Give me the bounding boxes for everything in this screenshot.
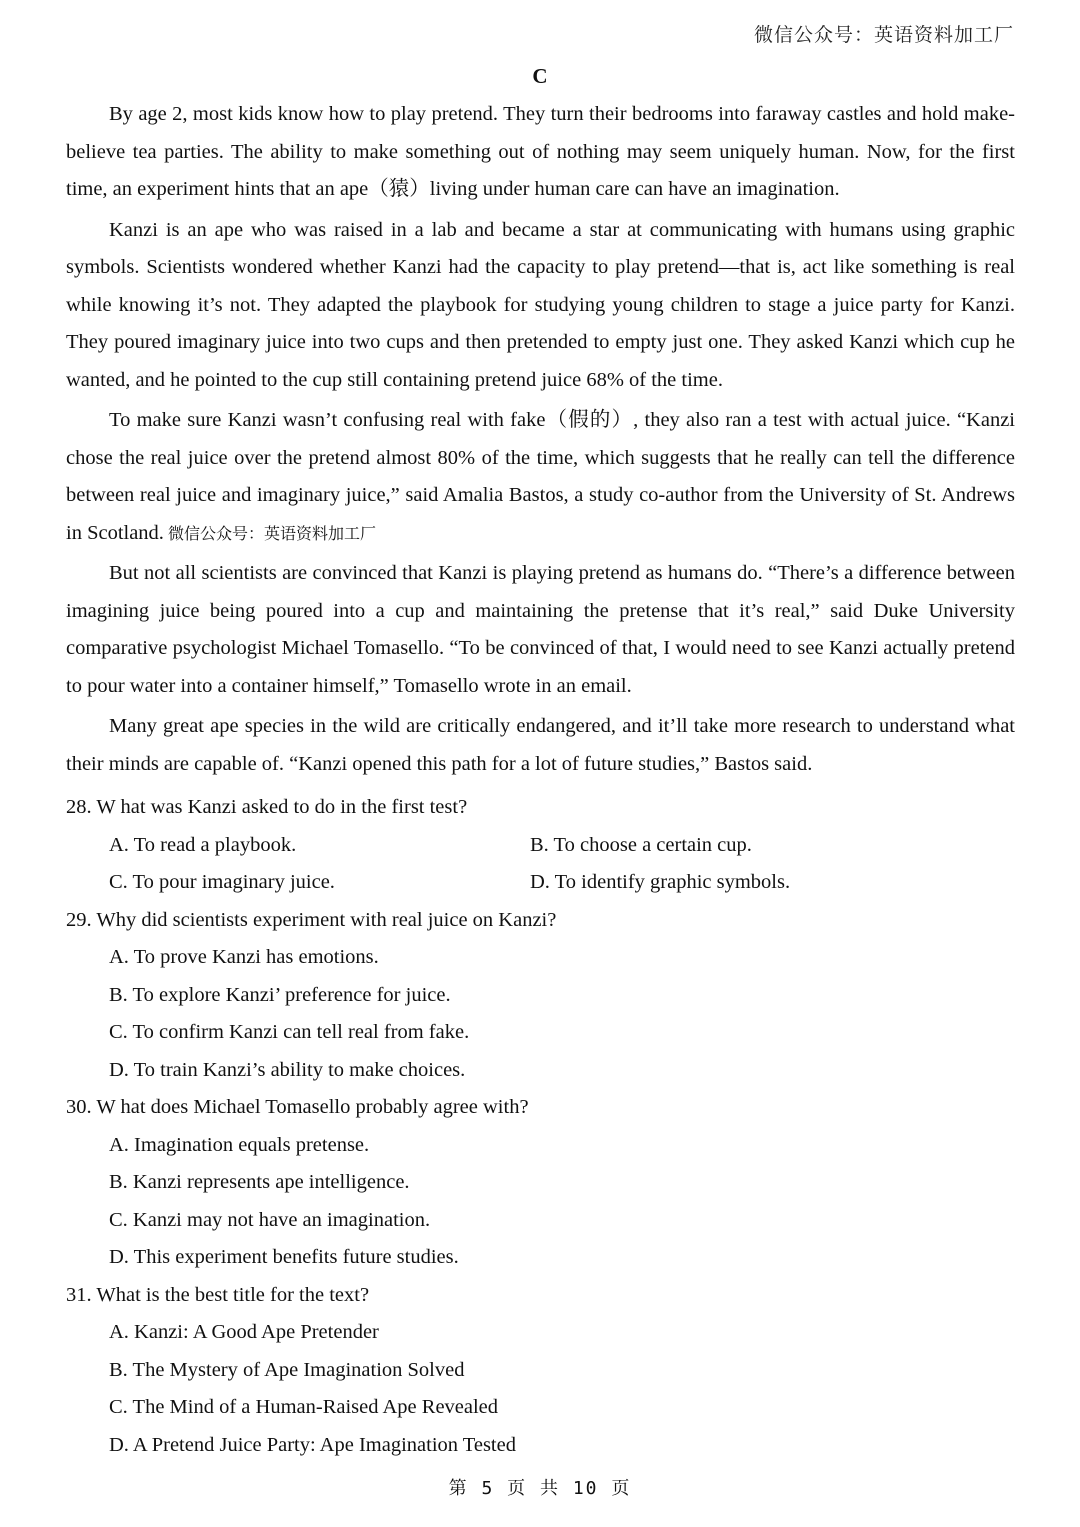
option-a: A. Kanzi: A Good Ape Pretender <box>109 1321 379 1343</box>
page-number: 第 5 页 共 10 页 <box>448 1478 632 1499</box>
passage-paragraph-4: But not all scientists are convinced that Kanzi is playing pretend as humans do. “There’s a difference between imagining juice being poured into a cup and maintaining the pretense that it’s real,” said Duke University comparative psychologist Michael Tomasello. “To be convinced of that, I would need to see Kanzi actually pretend to pour water into a container himself,” Tomasello wrote in an email. <box>66 562 1015 697</box>
header-watermark: 微信公众号：英语资料加工厂 <box>753 24 1014 46</box>
option-b: B. To choose a certain cup. <box>530 833 752 856</box>
question-options <box>66 1127 1015 1277</box>
option-b: B. To explore Kanzi’ preference for juice. <box>109 983 451 1006</box>
question-options <box>66 1314 1015 1464</box>
option-a: A. To read a playbook. <box>109 833 297 856</box>
passage-paragraph-3 <box>66 402 1015 552</box>
inline-watermark: 微信公众号：英语资料加工厂 <box>167 523 376 543</box>
question-stem: 30. W hat does Michael Tomasello probably agree with? <box>66 1096 529 1118</box>
question-options <box>66 827 1015 902</box>
option-a: A. Imagination equals pretense. <box>109 1133 370 1156</box>
option-a: A. To prove Kanzi has emotions. <box>109 946 379 968</box>
question-29 <box>66 902 1015 1090</box>
passage-paragraph-3-text: To make sure Kanzi wasn’t confusing real with fake（假的）, they also ran a test with actual juice. “Kanzi chose the real juice over the pretend almost 80% of the time, which suggests that he really can tell the difference between real juice and imaginary juice,” said Amalia Bastos, a study co-author from the University of St. Andrews in Scotland. <box>66 409 1015 544</box>
option-b: B. Kanzi represents ape intelligence. <box>109 1171 410 1193</box>
option-c: C. The Mind of a Human-Raised Ape Revealed <box>109 1396 499 1418</box>
question-stem: 31. What is the best title for the text? <box>66 1283 370 1306</box>
section-label: C <box>532 64 548 88</box>
question-stem: 28. W hat was Kanzi asked to do in the first test? <box>66 796 468 818</box>
passage-paragraph-2: Kanzi is an ape who was raised in a lab and became a star at communicating with humans using graphic symbols. Scientists wondered whether Kanzi had the capacity to play pretend—that is, act like something is real while knowing it’s not. They adapted the playbook for studying young children to stage a juice party for Kanzi. They poured imaginary juice into two cups and then pretended to empty just one. They asked Kanzi which cup he wanted, and he pointed to the cup still containing pretend juice 68% of the time. <box>66 218 1015 391</box>
question-31 <box>66 1277 1015 1465</box>
question-30 <box>66 1089 1015 1277</box>
question-options <box>66 939 1015 1089</box>
question-28 <box>66 789 1015 902</box>
option-c: C. To confirm Kanzi can tell real from fake. <box>109 1021 470 1043</box>
passage-paragraph-5: Many great ape species in the wild are critically endangered, and it’ll take more research to understand what their minds are capable of. “Kanzi opened this path for a lot of future studies,” Bastos said. <box>66 715 1015 775</box>
question-stem: 29. Why did scientists experiment with real juice on Kanzi? <box>66 908 557 931</box>
passage-paragraph-1: By age 2, most kids know how to play pretend. They turn their bedrooms into faraway castles and hold make-believe tea parties. The ability to make something out of nothing may seem uniquely human. Now, for the first time, an experiment hints that an ape（猿）living under human care can have an imagination. <box>66 103 1015 200</box>
option-c: C. Kanzi may not have an imagination. <box>109 1208 431 1231</box>
option-d: D. To identify graphic symbols. <box>530 871 791 893</box>
option-b: B. The Mystery of Ape Imagination Solved <box>109 1358 465 1381</box>
reading-passage <box>66 96 1015 786</box>
option-d: D. To train Kanzi’s ability to make choices. <box>109 1058 466 1081</box>
option-d: D. This experiment benefits future studies. <box>109 1246 459 1268</box>
question-list <box>66 789 1015 1464</box>
option-d: D. A Pretend Juice Party: Ape Imagination Tested <box>109 1433 516 1456</box>
option-c: C. To pour imaginary juice. <box>109 871 335 893</box>
